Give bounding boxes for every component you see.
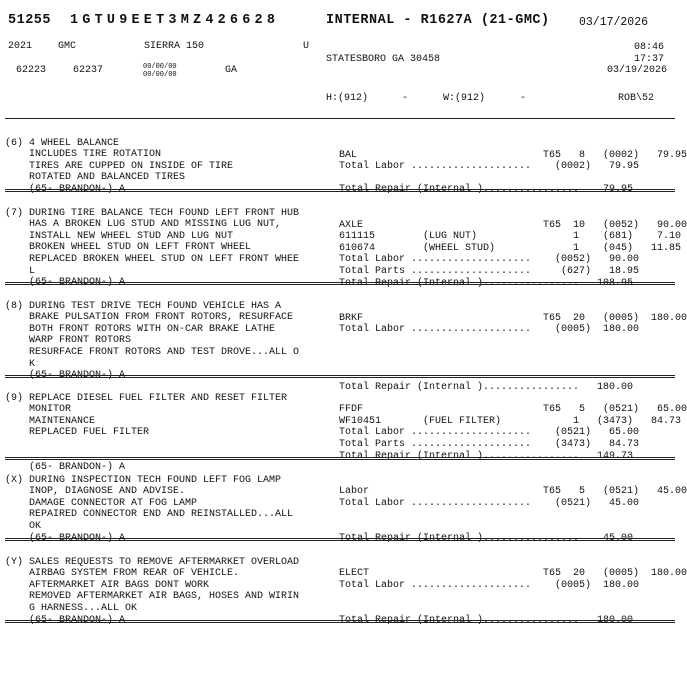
job-divider [5, 282, 675, 285]
job-desc-line: (Y) SALES REQUESTS TO REMOVE AFTERMARKET OVERLOAD [5, 556, 300, 568]
job-divider [5, 457, 675, 460]
job-desc-line: INCLUDES TIRE ROTATION [5, 149, 162, 161]
job-desc-line: K [5, 358, 36, 370]
job-line [339, 521, 687, 533]
job-line: Total Repair (Internal )................ 108.95 [339, 277, 634, 289]
job-line: AXLE T65 10 (0052) 90.00 [339, 219, 687, 231]
job-line: Total Labor .................... (0002) 79.95 [339, 161, 640, 173]
job-line: FFDF T65 5 (0521) 65.00 [339, 404, 687, 416]
job-line [339, 359, 687, 371]
city: STATESBORO GA 30458 [326, 54, 441, 65]
work-phone: W:(912) [443, 93, 486, 104]
job-desc-line: (7) DURING TIRE BALANCE TECH FOUND LEFT FRONT HUB [5, 207, 300, 219]
date-close: 03/19/2026 [607, 65, 668, 76]
job-divider [5, 375, 675, 378]
job-desc-line: REPAIRED CONNECTOR END AND REINSTALLED...ALL [5, 509, 294, 521]
job-divider [5, 620, 675, 623]
vehicle-model: SIERRA 150 [144, 41, 205, 52]
job-line [339, 591, 687, 603]
dash-2: - [520, 93, 527, 104]
job-7-lines [339, 208, 687, 301]
job-desc-line: DAMAGE CONNECTOR AT FOG LAMP [5, 497, 198, 509]
job-line [339, 557, 687, 569]
job-line: 611115 (LUG NUT) 1 (681) 7.10 [339, 231, 682, 243]
job-desc-line: G HARNESS...ALL OK [5, 602, 138, 614]
job-line [339, 347, 687, 359]
job-line: Total Parts .................... (627) 18.95 [339, 265, 640, 277]
job-line: Total Repair (Internal )................ 180.00 [339, 614, 634, 626]
job-desc-line: OK [5, 520, 42, 532]
job-line: Total Labor .................... (0005) 180.00 [339, 324, 640, 336]
job-line [339, 173, 687, 185]
job-desc-line: BOTH FRONT ROTORS WITH ON-CAR BRAKE LATHE [5, 323, 276, 335]
blank-date-1: 00/00/00 [143, 63, 177, 71]
job-line: Total Labor .................... (0052) 90.00 [339, 254, 640, 266]
job-desc-line: REPLACED BROKEN WHEEL STUD ON LEFT FRONT WHEE [5, 253, 300, 265]
job-6-lines [339, 138, 687, 208]
job-desc-line: INSTALL NEW WHEEL STUD AND LUG NUT [5, 230, 234, 242]
job-desc-line: (65- BRANDON-) A [5, 614, 126, 626]
job-x-lines [339, 463, 687, 556]
job-line [339, 509, 687, 521]
job-line: ELECT T65 20 (0005) 180.00 [339, 568, 687, 580]
job-desc-line: REMOVED AFTERMARKET AIR BAGS, HOSES AND WIRIN [5, 591, 300, 603]
job-desc-line [5, 439, 287, 451]
job-desc-line: MAINTENANCE [5, 415, 96, 427]
ro-number: 51255 [8, 13, 52, 28]
job-y-desc [5, 545, 299, 638]
time-close: 17:37 [634, 54, 665, 65]
dash-1: - [402, 93, 409, 104]
job-divider [5, 538, 675, 541]
job-line: Total Labor .................... (0005) 180.00 [339, 579, 640, 591]
job-line: Total Repair (Internal )................ 180.00 [339, 382, 634, 394]
vehicle-year: 2021 [8, 41, 33, 52]
job-line [339, 603, 687, 615]
job-desc-line: AIRBAG SYSTEM FROM REAR OF VEHICLE. [5, 568, 240, 580]
job-desc-line: WARP FRONT ROTORS [5, 335, 132, 347]
code-2: 62237 [73, 65, 104, 76]
job-desc-line: MONITOR [5, 404, 72, 416]
job-line: Total Repair (Internal )................ 79.95 [339, 184, 634, 196]
job-line: 610674 (WHEEL STUD) 1 (045) 11.85 [339, 242, 682, 254]
job-line [339, 475, 687, 487]
code-1: 62223 [16, 65, 47, 76]
job-desc-line: L [5, 265, 36, 277]
job-desc-line: (65- BRANDON-) A [5, 462, 126, 474]
job-desc-line: ROTATED AND BALANCED TIRES [5, 172, 186, 184]
job-line [339, 393, 687, 405]
date-open: 03/17/2026 [579, 16, 649, 29]
job-desc-line: (65- BRANDON-) A [5, 532, 126, 544]
job-line: WF10451 (FUEL FILTER) 1 (3473) 84.73 [339, 415, 682, 427]
vehicle-make: GMC [58, 41, 77, 52]
advisor: ROB\52 [618, 93, 655, 104]
job-divider [5, 189, 675, 192]
job-6-desc [5, 126, 233, 207]
job-desc-line: BRAKE PULSATION FROM FRONT ROTORS, RESURFACE [5, 312, 294, 324]
job-desc-line: INOP, DIAGNOSE AND ADVISE. [5, 486, 186, 498]
job-desc-line: REPLACED FUEL FILTER [5, 427, 150, 439]
job-desc-line: (X) DURING INSPECTION TECH FOUND LEFT FOG LAMP [5, 474, 282, 486]
job-desc-line: (65- BRANDON-) A [5, 277, 126, 289]
state: GA [225, 65, 238, 76]
job-desc-line: (65- BRANDON-) A [5, 370, 126, 382]
job-line: Total Labor .................... (0521) 45.00 [339, 497, 640, 509]
header-rule [5, 118, 675, 119]
job-line: Total Repair (Internal )................ 149.73 [339, 450, 634, 462]
home-phone: H:(912) [326, 93, 369, 104]
job-line: Total Labor .................... (0521) 65.00 [339, 427, 640, 439]
job-desc-line: HAS A BROKEN LUG STUD AND MISSING LUG NUT, [5, 219, 282, 231]
job-line: Total Parts .................... (3473) 84.73 [339, 438, 640, 450]
time-open: 08:46 [634, 42, 665, 53]
job-x-desc [5, 463, 293, 556]
job-desc-line: (9) REPLACE DIESEL FUEL FILTER AND RESET FILTER [5, 392, 288, 404]
job-y-lines [339, 545, 687, 638]
job-line: BAL T65 8 (0002) 79.95 [339, 149, 687, 161]
job-desc-line: TIRES ARE CUPPED ON INSIDE OF TIRE [5, 160, 234, 172]
job-line [339, 336, 687, 348]
vehicle-flag: U [303, 41, 310, 52]
vin: 1GTU9EET3MZ426628 [70, 13, 280, 28]
job-desc-line: (8) DURING TEST DRIVE TECH FOUND VEHICLE HAS A [5, 300, 282, 312]
blank-date-2: 00/00/00 [143, 71, 177, 79]
job-desc-line: AFTERMARKET AIR BAGS DONT WORK [5, 579, 210, 591]
job-desc-line: (6) 4 WHEEL BALANCE [5, 137, 120, 149]
job-desc-line: (65- BRANDON-) A [5, 183, 126, 195]
job-desc-line: BROKEN WHEEL STUD ON LEFT FRONT WHEEL [5, 242, 252, 254]
job-line: BRKF T65 20 (0005) 180.00 [339, 312, 687, 324]
job-desc-line: RESURFACE FRONT ROTORS AND TEST DROVE...ALL O [5, 346, 300, 358]
job-line: Total Repair (Internal )................ 45.00 [339, 532, 634, 544]
job-line: Labor T65 5 (0521) 45.00 [339, 486, 687, 498]
repair-type: INTERNAL - R1627A (21-GMC) [326, 13, 550, 28]
